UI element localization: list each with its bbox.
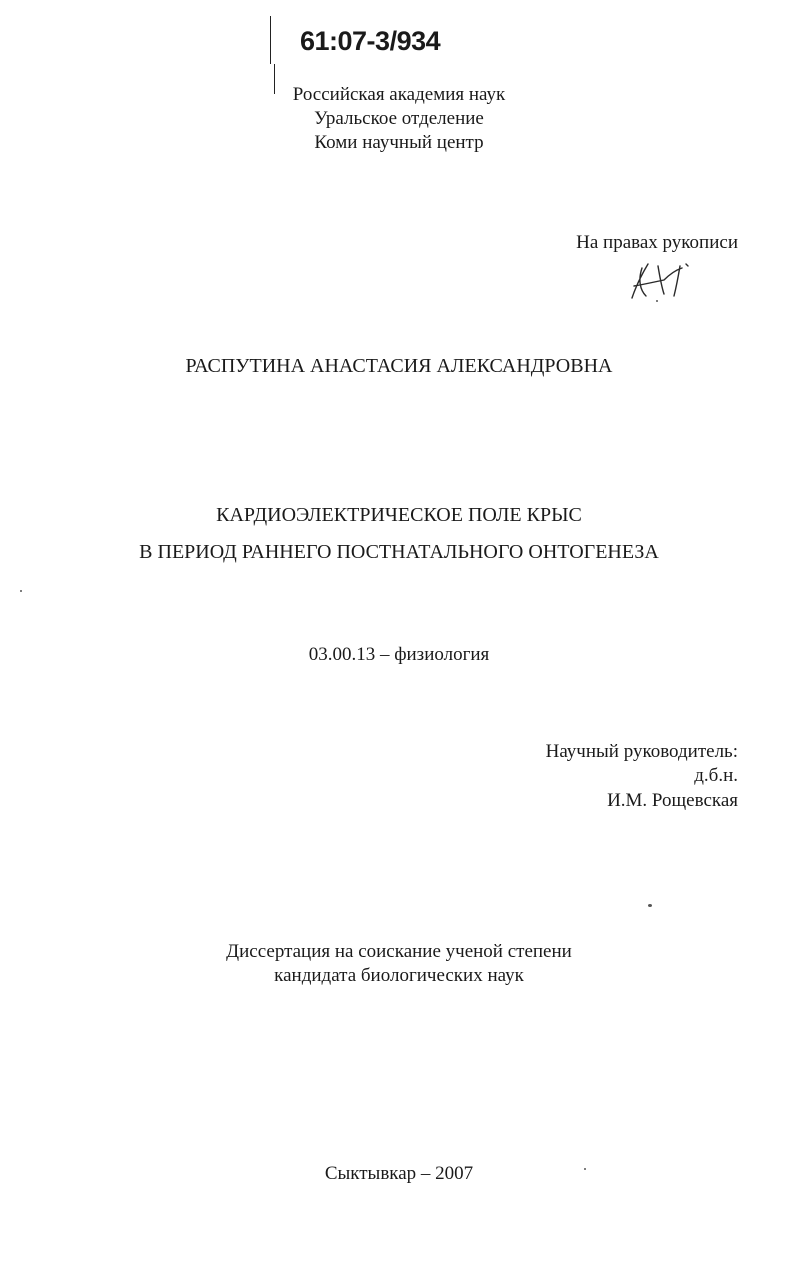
signature-image	[624, 256, 694, 304]
place-and-year: Сыктывкар – 2007	[324, 1163, 474, 1184]
specialty-code: 03.00.13 – физиология	[308, 644, 490, 665]
library-stamp-code: 61:07-3/934	[300, 26, 441, 56]
thesis-title-line-2: В ПЕРИОД РАННЕГО ПОСТНАТАЛЬНОГО ОНТОГЕНЕЗА	[139, 541, 659, 563]
institution-line-academy: Российская академия наук	[292, 84, 506, 105]
supervisor-label: Научный руководитель:	[545, 741, 738, 762]
supervisor-degree: д.б.н.	[694, 765, 738, 786]
manuscript-rights-note: На правах рукописи	[576, 232, 738, 253]
author-name: РАСПУТИНА АНАСТАСИЯ АЛЕКСАНДРОВНА	[185, 355, 613, 377]
scan-speck	[648, 904, 652, 907]
dissertation-statement-line-2: кандидата биологических наук	[274, 965, 524, 986]
supervisor-name: И.М. Рощевская	[607, 790, 738, 811]
scan-speck	[584, 1168, 586, 1170]
scan-speck	[20, 590, 22, 592]
binding-mark-line	[270, 16, 271, 64]
thesis-title-line-1: КАРДИОЭЛЕКТРИЧЕСКОЕ ПОЛЕ КРЫС	[216, 504, 582, 526]
scan-speck	[656, 300, 658, 302]
institution-line-branch: Уральское отделение	[314, 108, 484, 129]
institution-line-center: Коми научный центр	[314, 132, 484, 153]
dissertation-statement-line-1: Диссертация на соискание ученой степени	[226, 941, 572, 962]
